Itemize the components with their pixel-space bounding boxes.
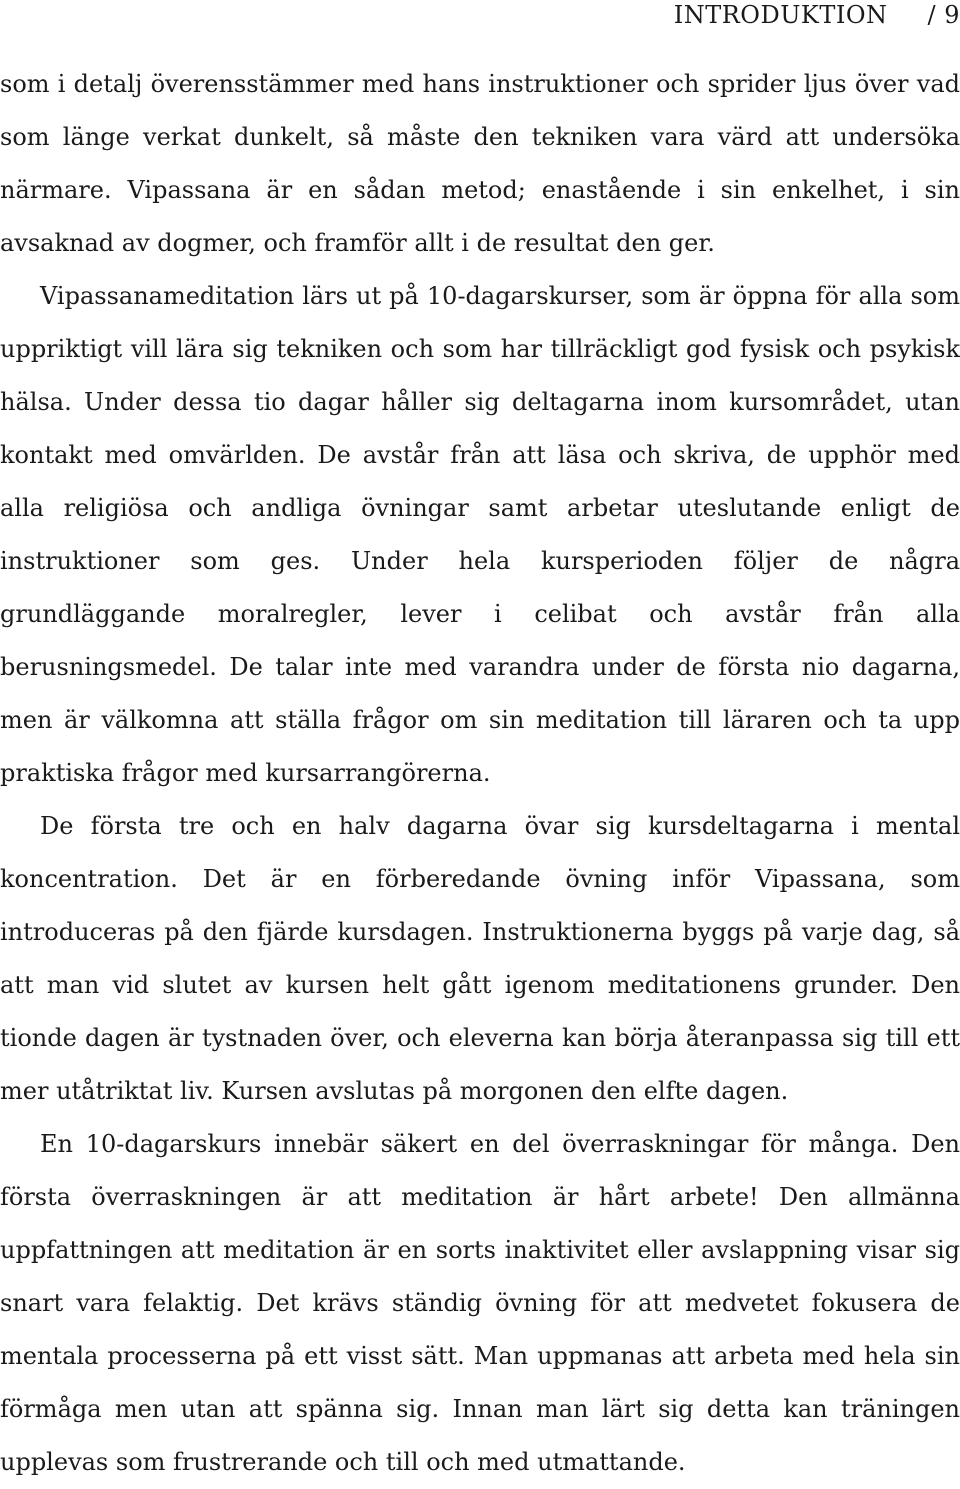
paragraph-continuation: som i detalj överensstämmer med hans instruktioner och sprider ljus över vad som länge verkat dunkelt, så måste den tekniken vara värd att undersöka närmare. Vipassana är en sådan metod; enastående i sin enkelhet, i sin avsaknad av dogmer, och framför allt i de resultat den ger. <box>0 70 960 257</box>
body-text <box>0 58 960 1489</box>
paragraph-course-schedule: De första tre och en halv dagarna övar sig kursdeltagarna i mental koncentration. Det är en förberedande övning inför Vipassana, som introduceras på den fjärde kursdagen. Instruktionerna byggs på varje dag, så att man vid slutet av kursen helt gått igenom meditationens grunder. Den tionde dagen är tystnaden över, och eleverna kan börja återanpassa sig till ett mer utåtriktat liv. Kursen avslutas på morgonen den elfte dagen. <box>0 812 960 1105</box>
page-number: / 9 <box>927 1 960 29</box>
section-title: INTRODUKTION <box>673 1 888 29</box>
paragraph-course-format: Vipassanameditation lärs ut på 10-dagarskurser, som är öppna för alla som uppriktigt vill lära sig tekniken och som har tillräckligt god fysisk och psykisk hälsa. Under dessa tio dagar håller sig deltagarna inom kursområdet, utan kontakt med omvärlden. De avstår från att läsa och skriva, de upphör med alla religiösa och andliga övningar samt arbetar uteslutande enligt de instruktioner som ges. Under hela kursperioden följer de några grundläggande moralregler, lever i celibat och avstår från alla berusningsmedel. De talar inte med varandra under de första nio dagarna, men är välkomna att ställa frågor om sin meditation till läraren och ta upp praktiska frågor med kursarrangörerna. <box>0 282 960 787</box>
paragraph-surprises: En 10-dagarskurs innebär säkert en del överraskningar för många. Den första överraskningen är att meditation är hårt arbete! Den allmänna uppfattningen att meditation är en sorts inaktivitet eller avslappning visar sig snart vara felaktig. Det krävs ständig övning för att medvetet fokusera de mentala processerna på ett visst sätt. Man uppmanas att arbeta med hela sin förmåga men utan att spänna sig. Innan man lärt sig detta kan träningen upplevas som frustrerande och till och med utmattande. <box>0 1130 960 1476</box>
running-header <box>674 0 960 30</box>
